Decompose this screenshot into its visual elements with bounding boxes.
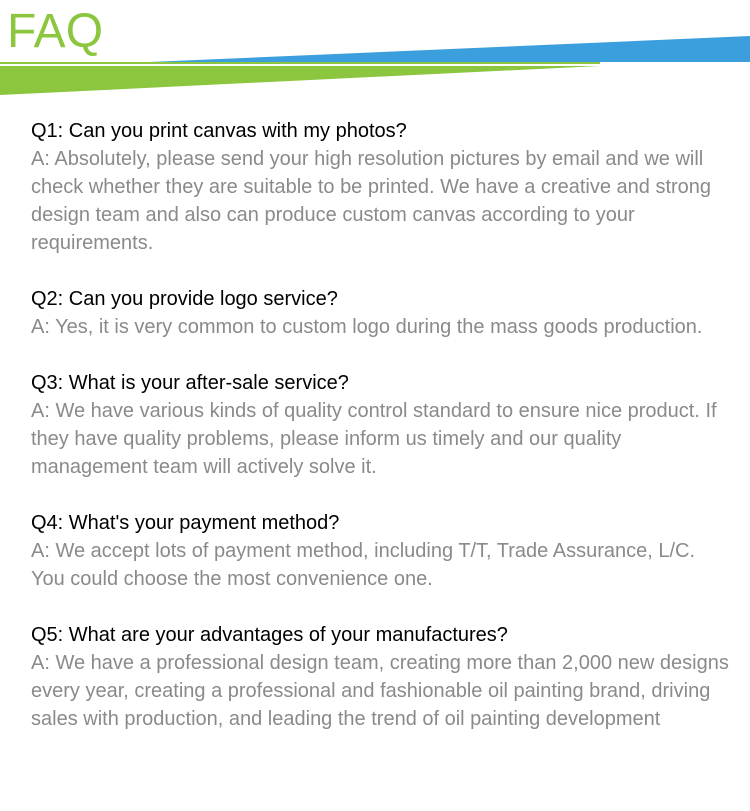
faq-question: Q4: What's your payment method? xyxy=(31,512,340,534)
blue-band xyxy=(150,36,750,62)
faq-question: Q2: Can you provide logo service? xyxy=(31,288,338,310)
faq-answer: A: We have various kinds of quality control standard to ensure nice product. If they have quality problems, please inform us timely and our quality management team will actively solve it. xyxy=(31,400,717,478)
faq-answer: A: Absolutely, please send your high resolution pictures by email and we will check whether they are suitable to be printed. We have a creative and strong design team and also can produce custom canvas according to your requirements. xyxy=(31,148,712,254)
faq-header xyxy=(0,0,750,100)
page-title: FAQ xyxy=(7,5,104,58)
faq-item-3 xyxy=(31,369,731,481)
faq-question: Q1: Can you print canvas with my photos? xyxy=(31,120,407,142)
faq-answer: A: Yes, it is very common to custom logo during the mass goods production. xyxy=(31,316,703,338)
faq-question: Q5: What are your advantages of your manufactures? xyxy=(31,624,508,646)
green-band xyxy=(0,66,600,95)
faq-item-1 xyxy=(31,117,731,257)
faq-item-5 xyxy=(31,621,731,733)
faq-answer: A: We have a professional design team, creating more than 2,000 new designs every year, creating a professional and fashionable oil painting brand, driving sales with production, and leading the trend of oil painting development xyxy=(31,652,729,730)
faq-list xyxy=(31,117,731,761)
faq-question: Q3: What is your after-sale service? xyxy=(31,372,349,394)
faq-item-4 xyxy=(31,509,731,593)
faq-item-2 xyxy=(31,285,731,341)
faq-answer: A: We accept lots of payment method, including T/T, Trade Assurance, L/C. You could choose the most convenience one. xyxy=(31,540,696,590)
decorative-banner xyxy=(0,0,750,100)
